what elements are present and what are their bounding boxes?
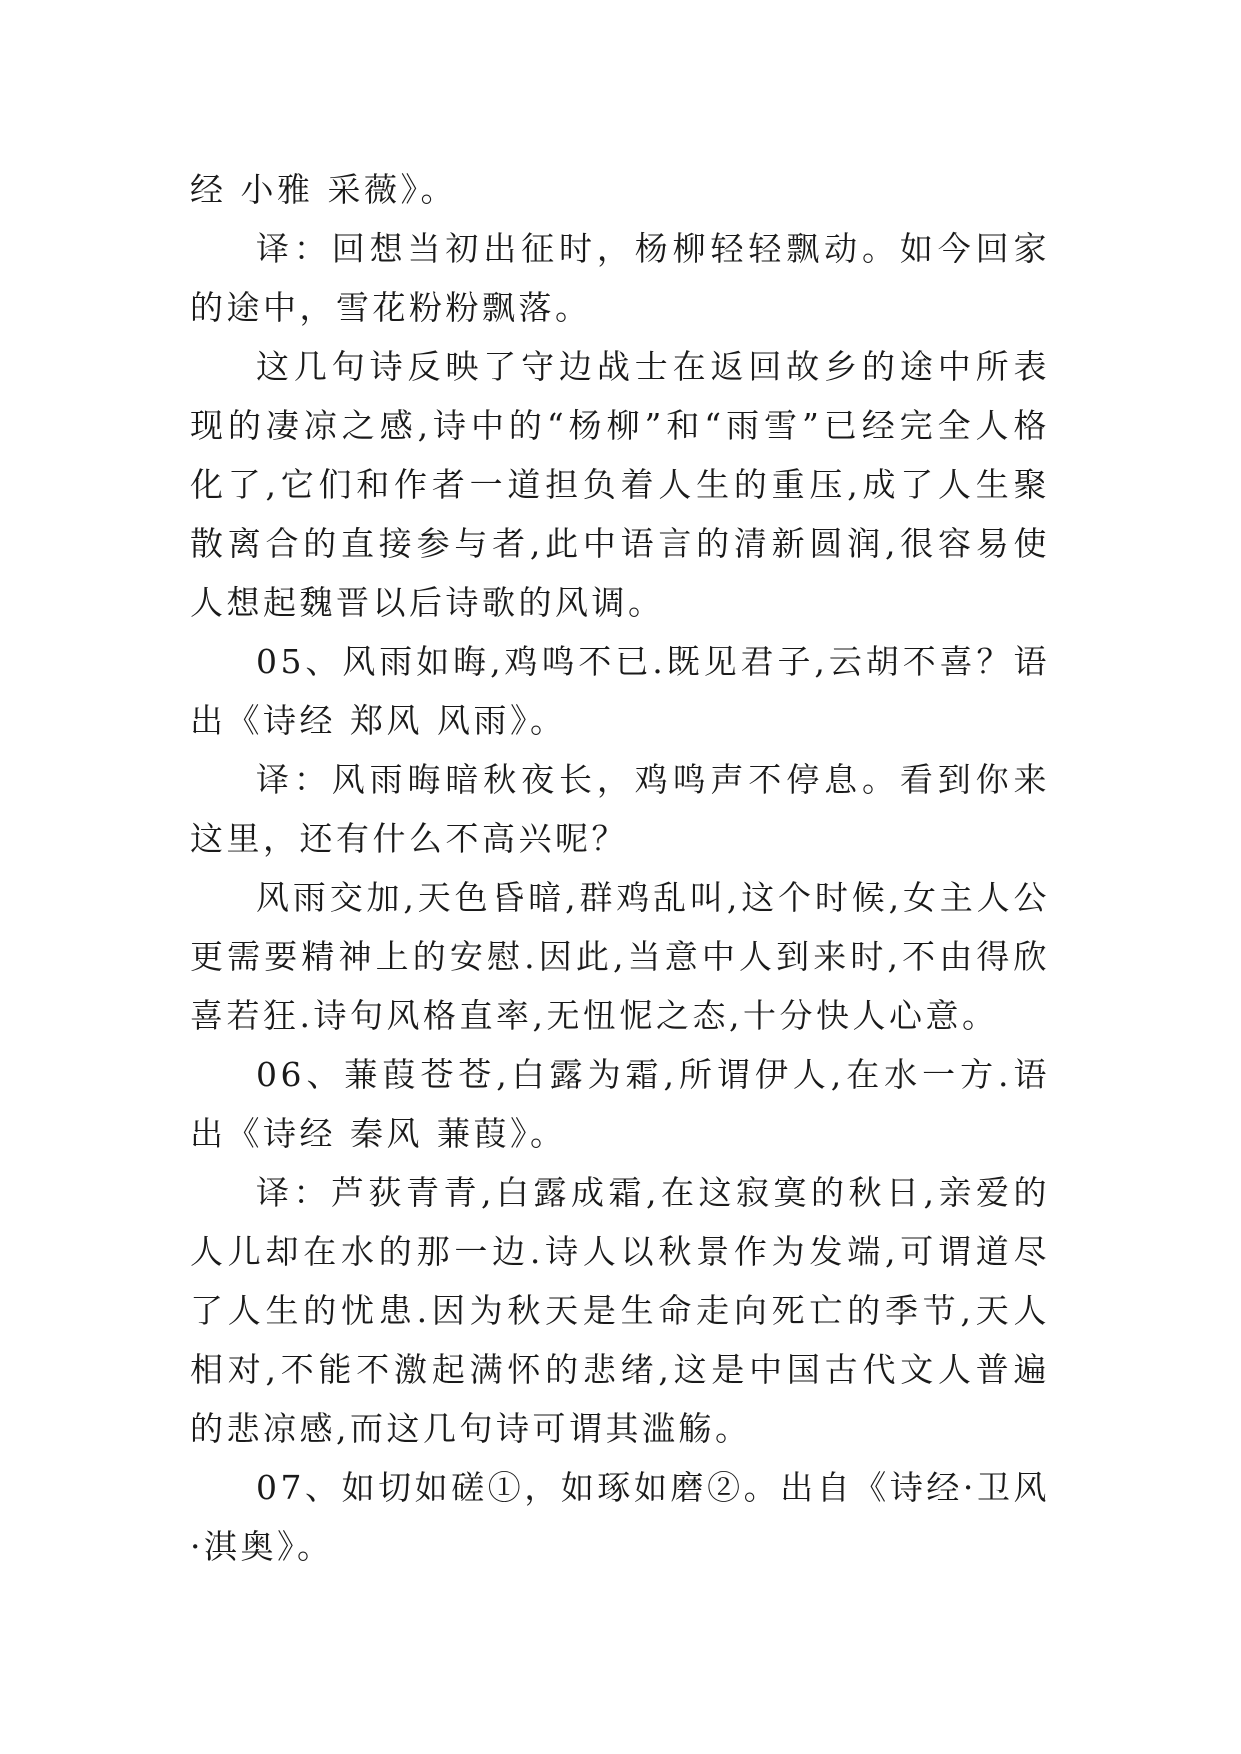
paragraph-9: 07、如切如磋①，如琢如磨②。出自《诗经·卫风·淇奥》。 xyxy=(190,1468,1050,1566)
paragraph-1: 经 小雅 采薇》。 xyxy=(190,170,457,209)
paragraph-3: 这几句诗反映了守边战士在返回故乡的途中所表现的凄凉之感,诗中的“杨柳”和“雨雪”已经完全人格化了,它们和作者一道担负着人生的重压,成了人生聚散离合的直接参与者,此中语言的清新圆润,很容易使人想起魏晋以后诗歌的风调。 xyxy=(190,347,1050,622)
paragraph-8: 译：芦荻青青,白露成霜,在这寂寞的秋日,亲爱的人儿却在水的那一边.诗人以秋景作为发端,可谓道尽了人生的忧患.因为秋天是生命走向死亡的季节,天人相对,不能不激起满怀的悲绪,这是中国古代文人普遍的悲凉感,而这几句诗可谓其滥觞。 xyxy=(190,1173,1050,1448)
paragraph-4: 05、风雨如晦,鸡鸣不已.既见君子,云胡不喜？语出《诗经 郑风 风雨》。 xyxy=(190,642,1050,740)
paragraph-7: 06、蒹葭苍苍,白露为霜,所谓伊人,在水一方.语出《诗经 秦风 蒹葭》。 xyxy=(190,1055,1050,1153)
paragraph-6: 风雨交加,天色昏暗,群鸡乱叫,这个时候,女主人公更需要精神上的安慰.因此,当意中人到来时,不由得欣喜若狂.诗句风格直率,无忸怩之态,十分快人心意。 xyxy=(190,878,1050,1035)
paragraph-2: 译：回想当初出征时，杨柳轻轻飘动。如今回家的途中，雪花粉粉飘落。 xyxy=(190,229,1050,327)
paragraph-5: 译：风雨晦暗秋夜长，鸡鸣声不停息。看到你来这里，还有什么不高兴呢？ xyxy=(190,760,1050,858)
document-body xyxy=(190,160,1050,1576)
